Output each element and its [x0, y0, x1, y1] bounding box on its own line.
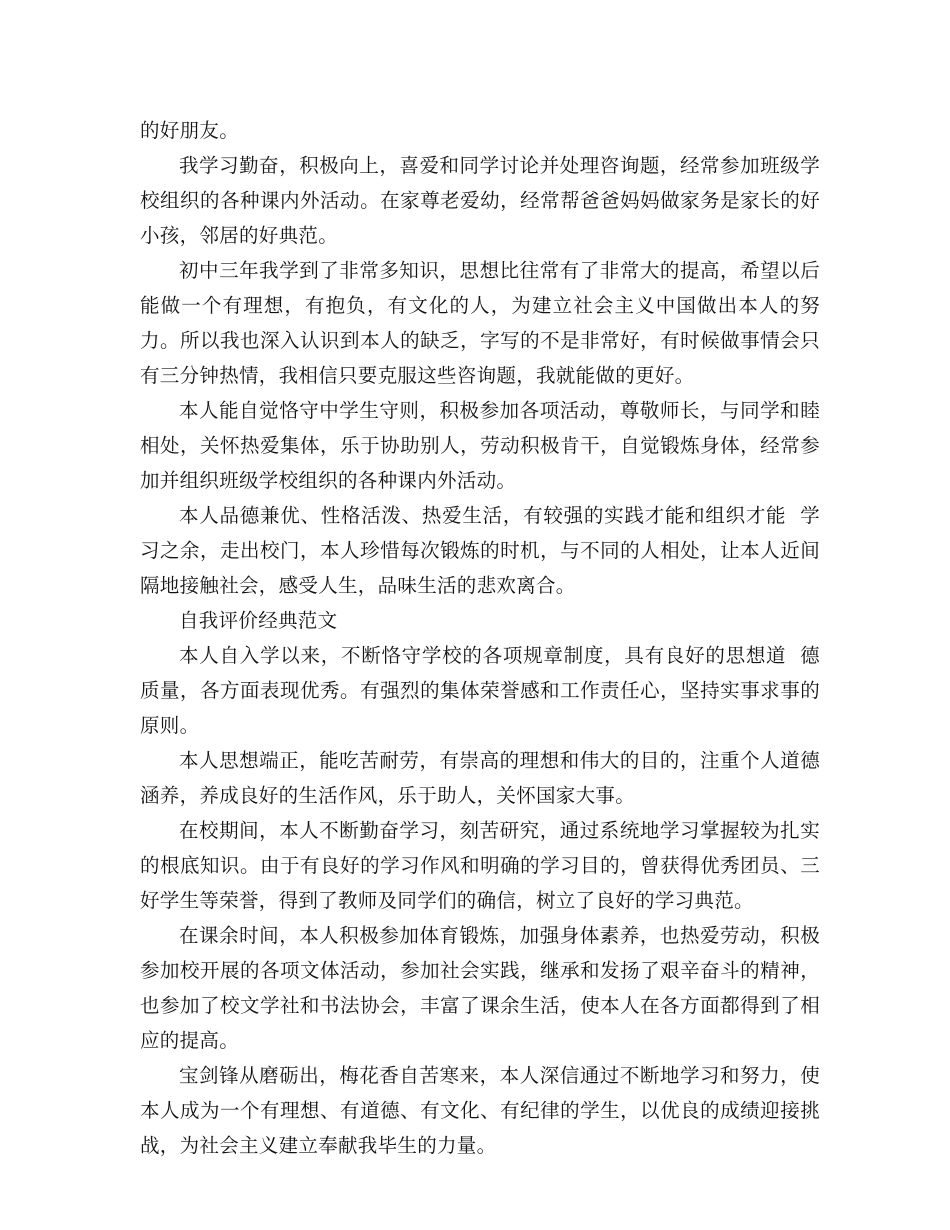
section-heading: 自我评价经典范文 — [179, 609, 338, 632]
paragraph-junior-high-reflection: 初中三年我学到了非常多知识，思想比往常有了非常大的提高，希望以后能做一个有理想，有抱负，有文化的人，为建立社会主义中国做出本人的努力。所以我也深入认识到本人的缺乏，字写的不是非常好，有时候做事情会只有三分钟热情，我相信只要克服这些咨询题，我就能做的更好。 — [140, 259, 820, 387]
paragraph-extracurricular: 在课余时间，本人积极参加体育锻炼，加强身体素养，也热爱劳动，积极参加校开展的各项文体活动，参加社会实践，继承和发扬了艰辛奋斗的精神，也参加了校文学社和书法协会，丰富了课余生活，使本人在各方面都得到了相应的提高。 — [140, 924, 820, 1052]
paragraph-school-period: 在校期间，本人不断勤奋学习，刻苦研究，通过系统地学习掌握较为扎实的根底知识。由于有良好的学习作风和明确的学习目的，曾获得优秀团员、三好学生等荣誉，得到了教师及同学们的确信，树立了良好的学习典范。 — [140, 819, 820, 912]
paragraph-continuation: 的好朋友。 — [140, 119, 240, 142]
paragraph-ideals: 本人思想端正，能吃苦耐劳，有崇高的理想和伟大的目的，注重个人道德涵养，养成良好的生活作风，乐于助人，关怀国家大事。 — [140, 749, 820, 807]
paragraph-conclusion: 宝剑锋从磨砺出，梅花香自苦寒来，本人深信通过不断地学习和努力，使本人成为一个有理想、有道德、有文化、有纪律的学生，以优良的成绩迎接挑战，为社会主义建立奉献我毕生的力量。 — [140, 1064, 820, 1157]
paragraph-conduct: 本人能自觉恪守中学生守则，积极参加各项活动，尊敬师长，与同学和睦相处，关怀热爱集体，乐于协助别人，劳动积极肯干，自觉锻炼身体，经常参加并组织班级学校组织的各种课内外活动。 — [140, 399, 820, 492]
document-body — [140, 113, 820, 1163]
paragraph-study-attitude: 我学习勤奋，积极向上，喜爱和同学讨论并处理咨询题，经常参加班级学校组织的各种课内外活动。在家尊老爱幼，经常帮爸爸妈妈做家务是家长的好小孩，邻居的好典范。 — [140, 154, 820, 247]
paragraph-character: 本人品德兼优、性格活泼、热爱生活，有较强的实践才能和组织才能 学习之余，走出校门，本人珍惜每次锻炼的时机，与不同的人相处，让本人近间隔地接触社会，感受人生，品味生活的悲欢离合。 — [140, 504, 820, 597]
paragraph-rules: 本人自入学以来，不断恪守学校的各项规章制度，具有良好的思想道 德质量，各方面表现优秀。有强烈的集体荣誉感和工作责任心，坚持实事求事的原则。 — [140, 644, 820, 737]
